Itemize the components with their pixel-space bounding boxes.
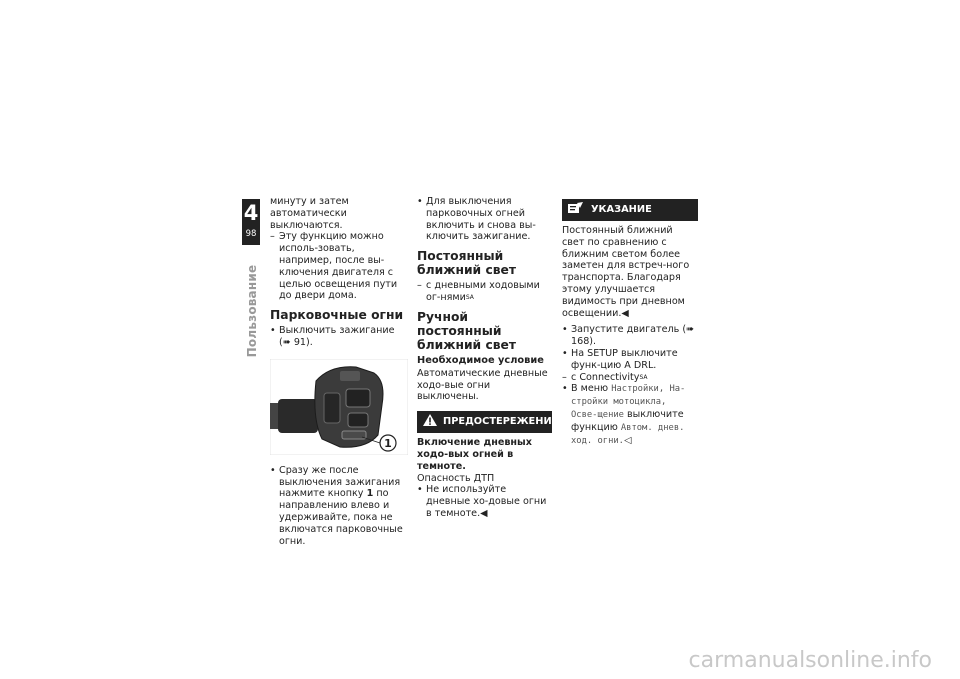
chapter-number: 4 xyxy=(243,201,259,225)
menu-path: Настройки, На-стройки мотоцикла, Осве-щение xyxy=(571,384,686,420)
note-text: Постоянный ближний свет по сравнению с ближним светом более заметен для встреч-ного транспорта. Благодаря этому улучшается видимость при дневном освещении.◀ xyxy=(562,225,690,319)
bullet-item: • На SETUP выключите функ-цию A DRL. xyxy=(562,347,678,371)
warning-label: ПРЕДОСТЕРЕЖЕНИЕ xyxy=(443,416,559,428)
handlebar-switch-illustration xyxy=(270,359,408,455)
section-title: Пользование xyxy=(245,264,259,358)
bullet-item: • Для выключения парковочных огней включить и снова вы-ключить зажигание. xyxy=(417,196,536,243)
dash-item: – Эту функцию можно исполь-зовать, например, после вы-ключения двигателя с целью освещения пути до двери дома. xyxy=(270,231,398,302)
condition-text: Автоматические дневные ходо-вые огни выключены. xyxy=(417,367,548,403)
bullet-item: • В меню Настройки, На-стройки мотоцикла, Осве-щение выключите функцию Автом. днев. ход. огни.◁ xyxy=(562,383,686,446)
bullet-item: • Выключить зажигание (➠ 91). xyxy=(270,325,395,348)
subheading-requirement: Необходимое условие xyxy=(417,354,544,366)
dash-item: – с дневными ходовыми ог-нями$^{SA}$ xyxy=(417,280,540,303)
section-tab xyxy=(244,258,260,364)
callout-label: 1 xyxy=(384,436,392,450)
column-1 xyxy=(270,196,408,547)
dash-item: – с Connectivity$^{SA}$ xyxy=(562,371,648,383)
note-box xyxy=(562,199,698,221)
column-3 xyxy=(562,196,698,447)
menu-function: Автом. днев. ход. огни. xyxy=(571,422,685,446)
warning-icon xyxy=(423,414,437,430)
heading-parking-lights: Парковочные огни xyxy=(270,308,404,323)
warning-box xyxy=(417,411,559,433)
bullet-item: • Не используйте дневные хо-довые огни в темноте.◀ xyxy=(417,484,547,519)
column-2 xyxy=(417,196,559,520)
note-icon xyxy=(568,202,584,218)
chapter-tab xyxy=(242,199,260,245)
page-number: 98 xyxy=(245,229,257,239)
watermark: carmanualsonline.info xyxy=(688,648,932,673)
bullet-item: • Сразу же после выключения зажигания нажмите кнопку 1 по направлению влево и удерживайте, пока не включатся парковочные огни. xyxy=(270,464,403,547)
warning-title: Включение дневных ходо-вых огней в темноте. xyxy=(417,437,532,472)
bullet-item: • Запустите двигатель (➠ 168). xyxy=(562,324,695,348)
heading-permanent-low-beam: Постоянный ближний свет xyxy=(417,249,516,278)
handlebar-switch-figure xyxy=(270,359,408,455)
intro-text: минуту и затем автоматически выключаются. xyxy=(270,196,349,231)
note-label: УКАЗАНИЕ xyxy=(591,204,652,216)
button-1 xyxy=(342,431,366,439)
heading-manual-low-beam: Ручной постоянный ближний свет xyxy=(417,309,516,352)
warning-danger: Опасность ДТП xyxy=(417,472,495,484)
